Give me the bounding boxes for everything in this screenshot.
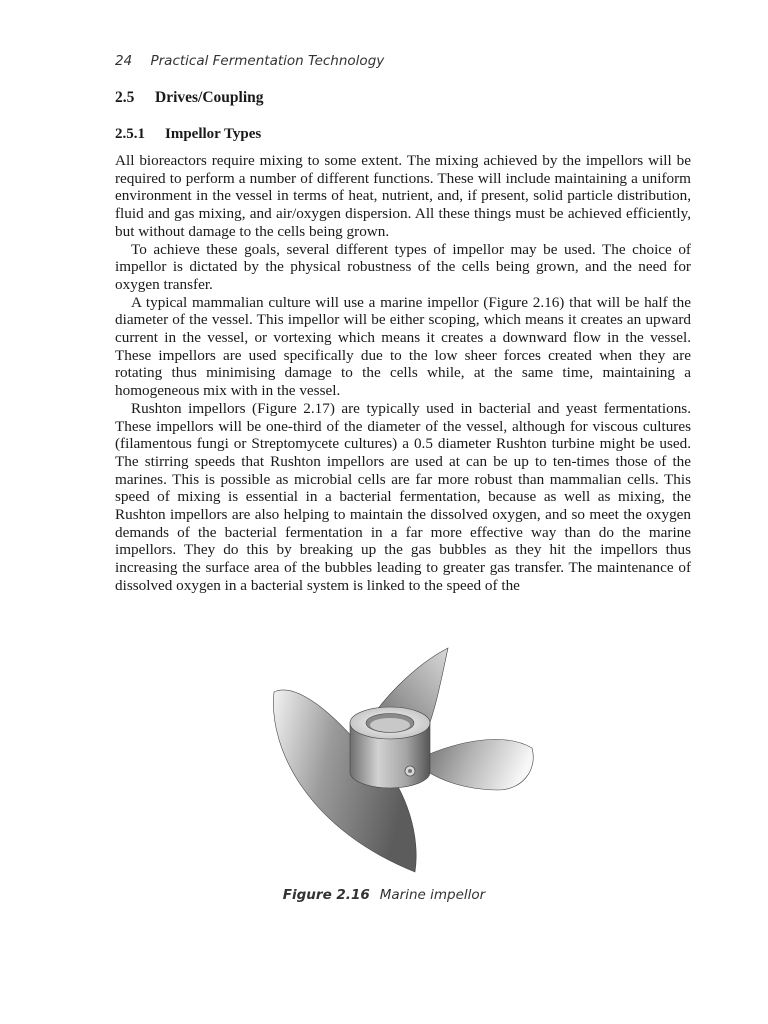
paragraph-3: A typical mammalian culture will use a marine impellor (Figure 2.16) that will be half the diameter of the vessel. This impellor will be either scoping, which means it creates an upward current in the vessel, or vortexing which means it creates a downward flow in the vessel. These impellors are used specifically due to the low sheer forces created when they are rotating thus minimising damage to the cells while, at the same time, maintaining a homogeneous mix with in the vessel. <box>115 293 691 400</box>
right-blade <box>420 739 533 790</box>
subsection-title: Impellor Types <box>165 126 262 142</box>
subsection-number: 2.5.1 <box>115 126 145 142</box>
page-number: 24 <box>115 53 133 69</box>
paragraph-1: All bioreactors require mixing to some extent. The mixing achieved by the impellors will be required to perform a number of different functions. These will include maintaining a uniform environment in the vessel in terms of heat, nutrient, and, if present, solid particle distribution, fluid and gas mixing, and air/oxygen dispersion. All these things must be achieved efficiently, but without damage to the cells being grown. <box>115 152 691 240</box>
section-heading <box>115 89 264 107</box>
figure-label: Figure 2.16 <box>282 887 370 903</box>
figure-caption <box>0 887 768 903</box>
body-text <box>115 152 691 595</box>
book-title: Practical Fermentation Technology <box>150 53 385 69</box>
section-title: Drives/Coupling <box>155 89 264 106</box>
subsection-heading <box>115 126 261 143</box>
marine-impellor-figure <box>260 640 550 876</box>
figure-caption-text: Marine impellor <box>379 887 486 903</box>
paragraph-4: Rushton impellors (Figure 2.17) are typically used in bacterial and yeast fermentations. These impellors will be one-third of the diameter of the vessel, although for viscous cultures (filamentous fungi or Streptomycete cultures) a 0.5 diameter Rushton turbine might be used. The stirring speeds that Rushton impellors are used at can be up to ten-times those of the marines. This is possible as microbial cells are far more robust than mammalian cells. This speed of mixing is essential in a bacterial fermentation, because as well as mixing, the Rushton impellors are also helping to maintain the dissolved oxygen, and so meet the oxygen demands of the bacterial fermentation in a far more effective way than do the marine impellors. They do this by breaking up the gas bubbles as they hit the impellors thus increasing the surface area of the bubbles leading to greater gas transfer. The maintenance of dissolved oxygen in a bacterial system is linked to the speed of the <box>115 399 691 594</box>
paragraph-2: To achieve these goals, several different types of impellor may be used. The choice of impellor is dictated by the physical robustness of the cells being grown, and the need for oxygen transfer. <box>115 240 691 293</box>
section-number: 2.5 <box>115 89 135 106</box>
marine-impellor-illustration <box>260 640 550 876</box>
running-head <box>115 53 384 69</box>
